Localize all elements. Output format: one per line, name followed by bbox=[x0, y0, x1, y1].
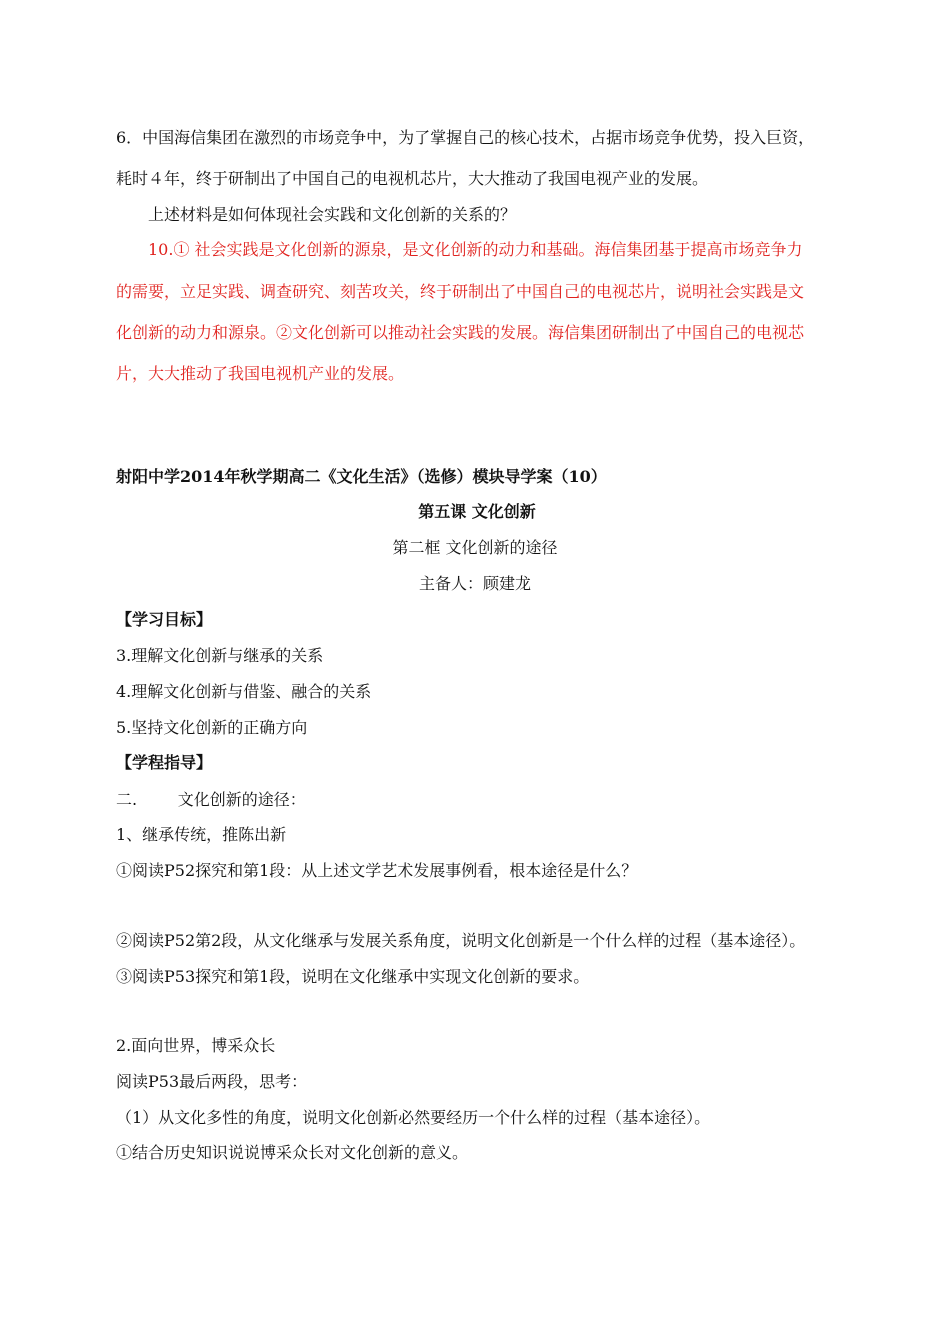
guidance-question-2: ②阅读P52第2段，从文化继承与发展关系角度，说明文化创新是一个什么样的过程（基本途径）。 bbox=[116, 931, 806, 950]
guidance-question-3: ③阅读P53探究和第1段，说明在文化继承中实现文化创新的要求。 bbox=[116, 967, 590, 986]
objective-item: 5.坚持文化创新的正确方向 bbox=[116, 718, 308, 737]
answer10-line2: 的需要，立足实践、调查研究、刻苦攻关，终于研制出了中国自己的电视芯片，说明社会实践是文 bbox=[116, 282, 805, 301]
answer10-line1: 10.① 社会实践是文化创新的源泉，是文化创新的动力和基础。海信集团基于提高市场竞争力 bbox=[148, 240, 803, 259]
objectives-heading: 【学习目标】 bbox=[116, 610, 213, 629]
guidance-question-5: ①结合历史知识说说博采众长对文化创新的意义。 bbox=[116, 1143, 469, 1162]
question6-line1: 6．中国海信集团在激烈的市场竞争中，为了掌握自己的核心技术，占据市场竞争优势，投入巨资， bbox=[116, 128, 815, 147]
objective-item: 3.理解文化创新与继承的关系 bbox=[116, 646, 324, 665]
guidance-heading: 【学程指导】 bbox=[116, 753, 213, 772]
guidance-section-2: 二. 文化创新的途径： bbox=[116, 790, 306, 809]
guidance-question-1: ①阅读P52探究和第1段：从上述文学艺术发展事例看，根本途径是什么？ bbox=[116, 861, 638, 880]
guidance-read-instruction: 阅读P53最后两段，思考： bbox=[116, 1072, 308, 1091]
answer10-line4: 片，大大推动了我国电视机产业的发展。 bbox=[116, 364, 405, 383]
section-title: 第二框 文化创新的途径 bbox=[392, 538, 558, 557]
answer10-line3: 化创新的动力和源泉。②文化创新可以推动社会实践的发展。海信集团研制出了中国自己的电视芯 bbox=[116, 323, 805, 342]
guidance-subheading-1: 1、继承传统，推陈出新 bbox=[116, 825, 287, 844]
guidance-subheading-2: 2.面向世界，博采众长 bbox=[116, 1036, 276, 1055]
objective-item: 4.理解文化创新与借鉴、融合的关系 bbox=[116, 682, 372, 701]
school-header: 射阳中学2014年秋学期高二《文化生活》（选修）模块导学案（10） bbox=[116, 467, 607, 486]
preparer: 主备人：顾建龙 bbox=[418, 574, 531, 593]
question6-prompt: 上述材料是如何体现社会实践和文化创新的关系的？ bbox=[148, 205, 517, 224]
question6-line2: 耗时４年，终于研制出了中国自己的电视机芯片，大大推动了我国电视产业的发展。 bbox=[116, 169, 709, 188]
lesson-title: 第五课 文化创新 bbox=[418, 502, 536, 521]
guidance-question-4: （1）从文化多性的角度，说明文化创新必然要经历一个什么样的过程（基本途径）。 bbox=[116, 1108, 711, 1127]
